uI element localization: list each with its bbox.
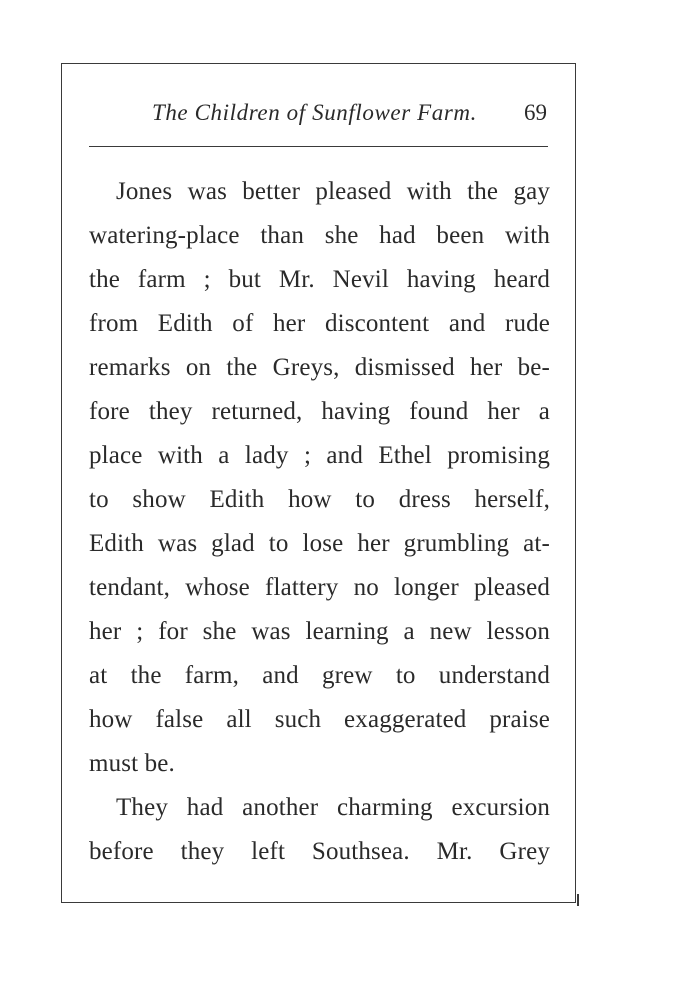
text-line: at the farm, and grew to understand (89, 662, 550, 689)
text-line: from Edith of her discontent and rude (89, 310, 550, 337)
frame-corner-mark (577, 894, 579, 906)
text-line: place with a lady ; and Ethel promising (89, 442, 550, 469)
text-line: the farm ; but Mr. Nevil having heard (89, 266, 550, 293)
text-line: tendant, whose flattery no longer pleased (89, 574, 550, 601)
text-line: must be. (89, 750, 175, 777)
text-line: fore they returned, having found her a (89, 398, 550, 425)
header-rule (89, 146, 548, 147)
text-line: to show Edith how to dress herself, (89, 486, 550, 513)
text-line: her ; for she was learning a new lesson (89, 618, 550, 645)
text-line: They had another charming excursion (116, 794, 550, 821)
text-line: before they left Southsea. Mr. Grey (89, 838, 550, 865)
text-line: how false all such exaggerated praise (89, 706, 550, 733)
page-border (61, 63, 576, 903)
text-line: remarks on the Greys, dismissed her be- (89, 354, 550, 381)
text-line: watering-place than she had been with (89, 222, 550, 249)
page-number: 69 (524, 100, 547, 125)
running-title: The Children of Sunflower Farm. (151, 100, 477, 125)
text-line: Edith was glad to lose her grumbling at- (89, 530, 550, 557)
running-head (62, 100, 547, 134)
text-line: Jones was better pleased with the gay (116, 178, 550, 205)
body-text (89, 170, 550, 874)
